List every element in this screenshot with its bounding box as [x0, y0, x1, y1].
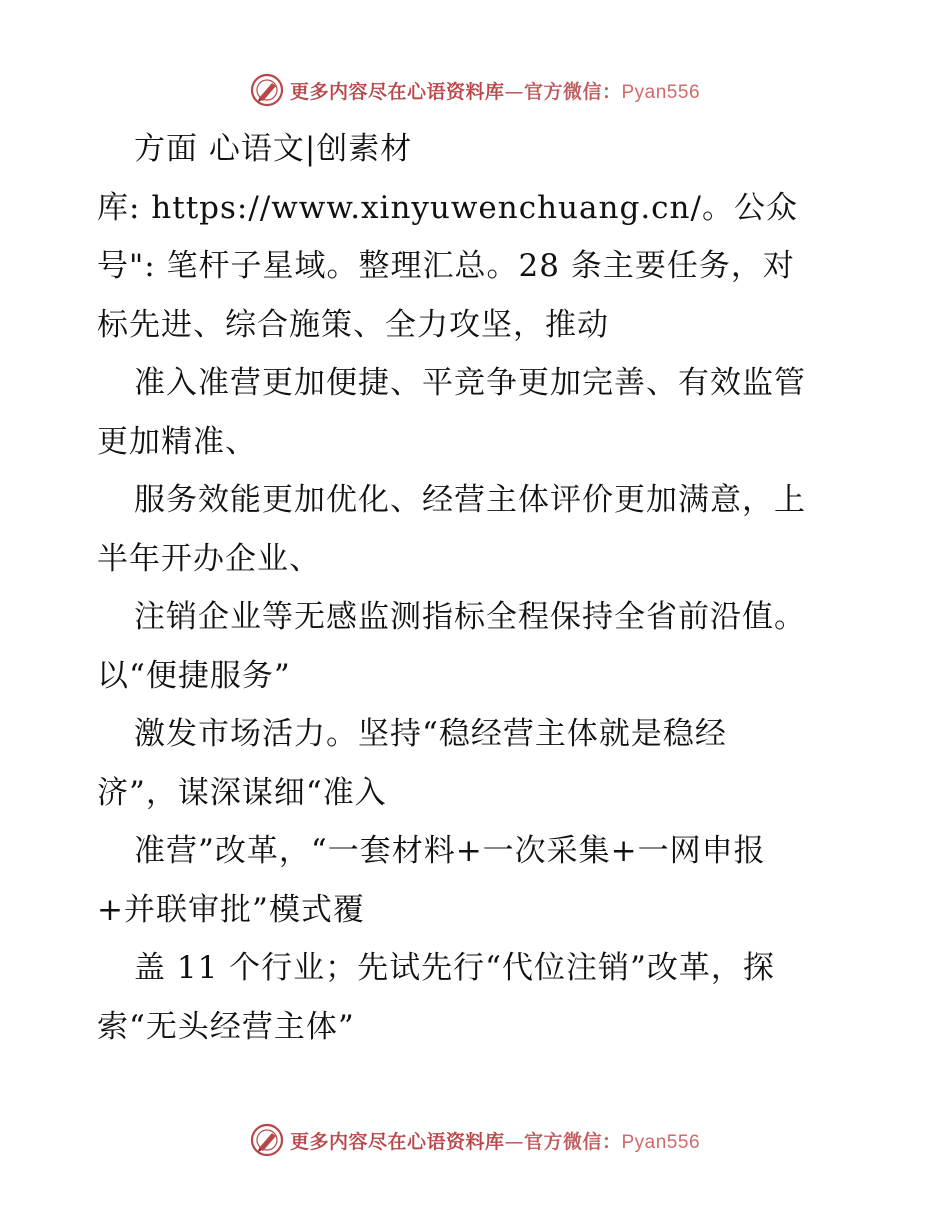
text-line: 半年开办企业、	[97, 540, 321, 577]
banner-wechat-label: 官方微信：	[523, 1130, 622, 1153]
header-banner	[0, 72, 950, 108]
text-line: 盖 11 个行业；先试先行“代位注销”改革，探	[134, 950, 775, 986]
text-line: 准营”改革，“一套材料+一次采集+一网申报	[134, 833, 766, 869]
text-line: 索“无头经营主体”	[97, 1008, 355, 1045]
text-line: 济”，谋深谋细“准入	[97, 774, 387, 811]
text-line: 注销企业等无感监测指标全程保持全省前沿值。	[134, 599, 806, 635]
banner-dash: —	[504, 1130, 524, 1153]
text-line: 库: https://www.xinyuwenchuang.cn/。公众	[97, 189, 798, 226]
text-line: 准入准营更加便捷、平竞争更加完善、有效监管	[134, 365, 806, 401]
banner-wechat-id: Pyan556	[621, 1131, 701, 1153]
text-line: 服务效能更加优化、经营主体评价更加满意，上	[134, 482, 806, 518]
pen-logo-icon	[250, 1123, 284, 1157]
banner-wechat-label: 官方微信：	[523, 80, 622, 103]
text-line: 更加精准、	[97, 423, 257, 460]
text-line: 以“便捷服务”	[97, 657, 291, 694]
text-line: 标先进、综合施策、全力攻坚，推动	[97, 306, 609, 343]
footer-banner	[0, 1122, 950, 1158]
banner-title: 更多内容尽在心语资料库	[289, 80, 505, 103]
text-line: 号": 笔杆子星域。整理汇总。28 条主要任务，对	[97, 248, 795, 284]
pen-logo-icon	[250, 73, 284, 107]
banner-title: 更多内容尽在心语资料库	[289, 1130, 505, 1153]
text-line: 激发市场活力。坚持“稳经营主体就是稳经	[134, 716, 727, 752]
text-line: 方面 心语文|创素材	[134, 131, 413, 167]
text-line: +并联审批”模式覆	[97, 891, 365, 928]
banner-dash: —	[504, 80, 524, 103]
document-body	[97, 120, 857, 1056]
banner-wechat-id: Pyan556	[621, 81, 701, 103]
